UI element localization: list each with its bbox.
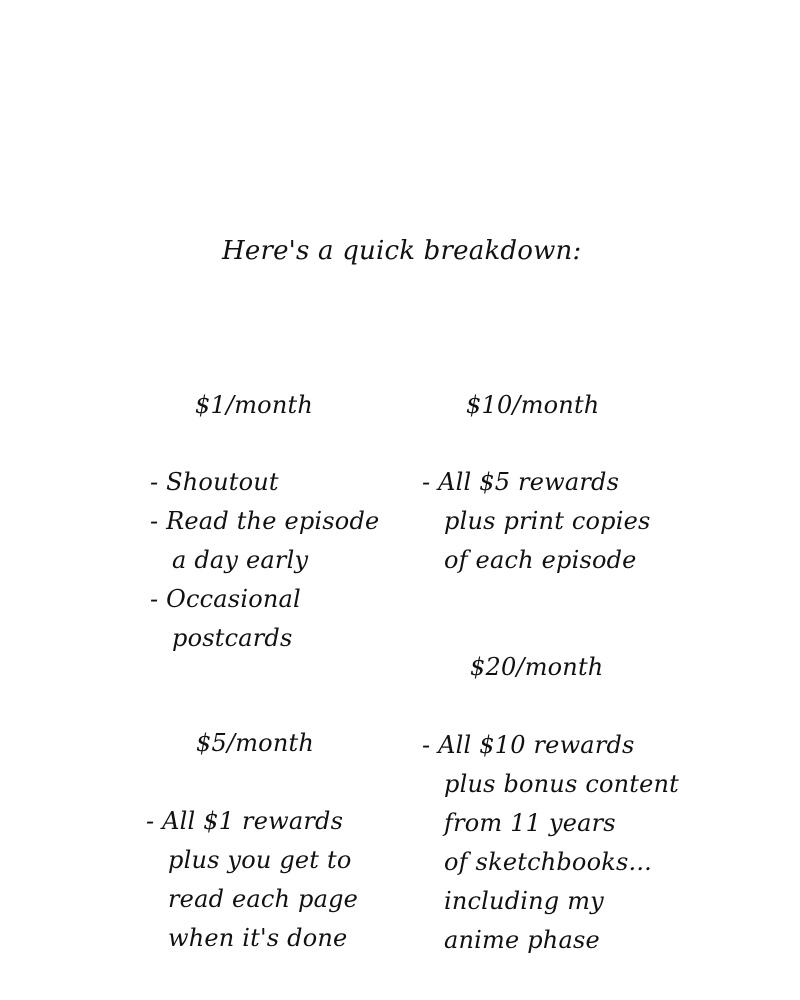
tier-20-benefits [422,726,679,960]
benefit-line: of each episode [444,546,637,574]
benefit-line: - All $1 rewards [146,807,344,835]
tier-5-benefits [146,802,358,958]
tier-1-price: $1/month [195,391,313,419]
benefit-line: a day early [172,546,309,574]
benefit-line: of sketchbooks... [444,848,652,876]
breakdown-heading: Here's a quick breakdown: [222,236,582,266]
tier-10-benefits [422,463,651,580]
benefit-line: plus you get to [168,846,352,874]
tier-1-benefits [150,463,379,658]
benefit-line: plus bonus content [444,770,680,798]
benefit-line: when it's done [168,924,348,952]
benefit-line: plus print copies [444,507,651,535]
benefit-line: postcards [172,624,293,652]
benefit-line: - Shoutout [150,468,279,496]
benefit-line: - Read the episode [150,507,380,535]
benefit-line: read each page [168,885,359,913]
benefit-line: including my [444,887,604,915]
benefit-line: anime phase [444,926,600,954]
benefit-line: - All $10 rewards [422,731,635,759]
benefit-line: - All $5 rewards [422,468,620,496]
tier-20-price: $20/month [470,653,604,681]
benefit-line: from 11 years [444,809,616,837]
benefit-line: - Occasional [150,585,301,613]
tier-10-price: $10/month [466,391,600,419]
tier-5-price: $5/month [196,729,314,757]
